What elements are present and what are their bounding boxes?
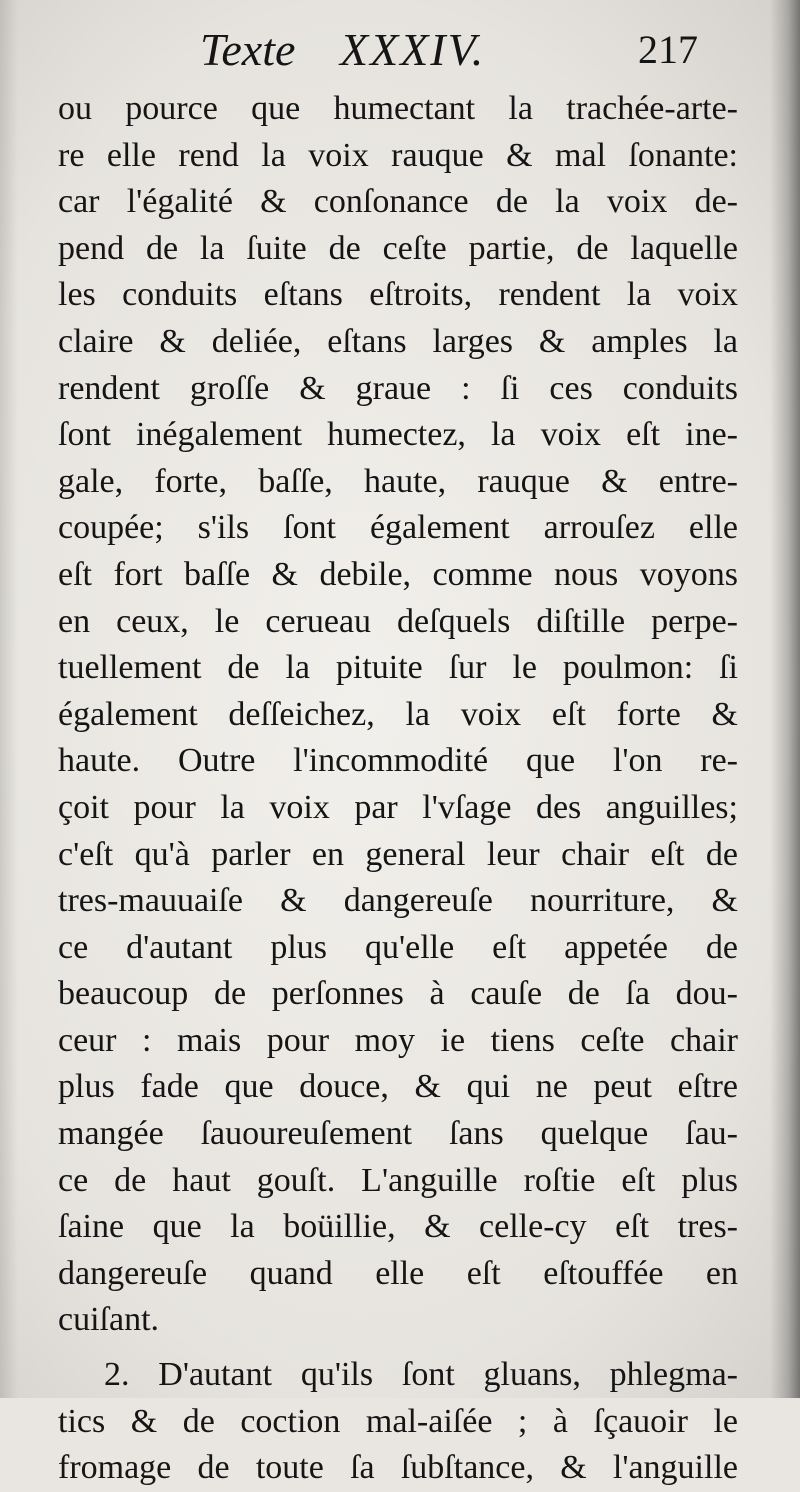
running-head — [200, 18, 700, 82]
text-line: eſt fort baſſe & debile, comme nous voyons — [58, 555, 738, 593]
text-line: çoit pour la voix par l'vſage des anguilles; — [58, 788, 738, 826]
text-line: dangereuſe quand elle eſt eſtouffée en — [58, 1254, 738, 1292]
page-right-shadow — [770, 0, 800, 1398]
paragraph-gap — [58, 1344, 738, 1352]
text-line: ce d'autant plus qu'elle eſt appetée de — [58, 928, 738, 966]
running-head-title: Texte — [200, 24, 296, 75]
text-line: 2. D'autant qu'ils ſont gluans, phlegma- — [104, 1356, 738, 1394]
text-line: fromage de toute ſa ſubſtance, & l'anguille — [58, 1449, 738, 1487]
text-line: gale, forte, baſſe, haute, rauque & entre- — [58, 462, 738, 500]
running-head-chapter: XXXIV. — [340, 24, 486, 75]
page-left-shadow — [0, 0, 18, 1398]
text-line: les conduits eſtans eſtroits, rendent la voix — [58, 276, 738, 314]
text-line: en ceux, le cerueau deſquels diſtille perpe- — [58, 602, 738, 640]
text-line: pend de la ſuite de ceſte partie, de laquelle — [58, 229, 738, 267]
body-text — [58, 86, 738, 1492]
text-line: car l'égalité & conſonance de la voix de- — [58, 183, 738, 221]
text-line: rendent groſſe & graue : ſi ces conduits — [58, 369, 738, 407]
text-line: tres-mauuaiſe & dangereuſe nourriture, & — [58, 882, 738, 920]
paragraph-1 — [58, 86, 738, 1344]
text-line: cuiſant. — [58, 1301, 160, 1339]
text-line: mangée ſauoureuſement ſans quelque ſau- — [58, 1115, 738, 1153]
text-line: claire & deliée, eſtans larges & amples la — [58, 322, 738, 360]
text-line: plus fade que douce, & qui ne peut eſtre — [58, 1068, 738, 1106]
text-line: re elle rend la voix rauque & mal ſonante: — [58, 136, 738, 174]
text-line: ou pource que humectant la trachée-arte- — [58, 90, 738, 127]
text-line: tuellement de la pituite ſur le poulmon: ſi — [58, 649, 738, 687]
text-line: également deſſeichez, la voix eſt forte & — [58, 695, 738, 733]
text-line: haute. Outre l'incommodité que l'on re- — [58, 742, 738, 780]
text-line: ſaine que la boüillie, & celle-cy eſt tres- — [58, 1208, 738, 1246]
text-line: coupée; s'ils ſont également arrouſez elle — [58, 509, 738, 547]
text-line: tics & de coction mal-aiſée ; à ſçauoir le — [58, 1402, 738, 1440]
page-number: 217 — [638, 27, 698, 72]
text-line: ce de haut gouſt. L'anguille roſtie eſt plus — [58, 1161, 738, 1199]
text-line: c'eſt qu'à parler en general leur chair eſt de — [58, 835, 738, 873]
text-line: ſont inégalement humectez, la voix eſt ine- — [58, 416, 738, 454]
text-line: beaucoup de perſonnes à cauſe de ſa dou- — [58, 975, 738, 1013]
text-line: ceur : mais pour moy ie tiens ceſte chair — [58, 1021, 738, 1059]
paragraph-2 — [58, 1352, 738, 1492]
